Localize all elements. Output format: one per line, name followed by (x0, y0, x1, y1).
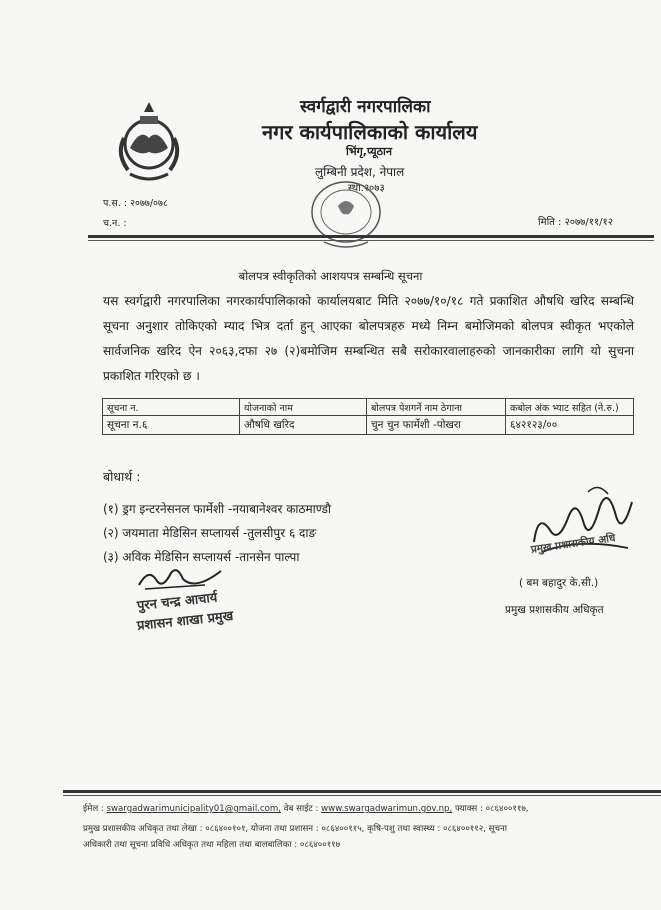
letter-date: मिति : २०७७/११/१२ (538, 217, 613, 228)
province-country: लुम्बिनी प्रदेश, नेपाल (315, 165, 405, 179)
dispatch-number: च.न. : (103, 218, 127, 229)
left-stamp-title: प्रशासन शाखा प्रमुख (136, 608, 235, 634)
footer-phone-line-2: अधिकारी तथा सूचना प्रविधि अधिकृत तथा महिला तथा बालबालिका : ०८६४००११७ (83, 840, 341, 850)
website-label: वेब साईट : (283, 804, 319, 814)
office-location: भिंगृ,प्यूठान (346, 145, 392, 158)
municipality-name: स्वर्गद्वारी नगरपालिका (300, 97, 431, 117)
email-label: ईमेल : (83, 804, 104, 814)
column-header: सूचना न. (103, 399, 240, 416)
copy-to-heading: बोधार्थ : (103, 469, 141, 484)
email-link[interactable]: swargadwarimunicipality01@gmail.com, (106, 804, 282, 814)
table-cell: चुन चुन फार्मेशी -पोखरा (367, 416, 506, 435)
copy-to-item: (३) अविक मेडिसिन सप्लायर्स -तानसेन पाल्पा (103, 550, 300, 564)
notice-subject: बोलपत्र स्वीकृतिको आशयपत्र सम्बन्धि सूचना (238, 269, 423, 283)
copy-to-item: (१) ड्रग इन्टरनेसनल फार्मेशी -नयाबानेश्वर काठमाण्डौ (103, 502, 332, 516)
left-stamp-name: पुरन चन्द्र आचार्य (136, 590, 219, 614)
right-signatory-title: प्रमुख प्रशासकीय अधिकृत (505, 604, 604, 616)
right-stamp-text: प्रमुख प्रशासकीय अधि (530, 532, 617, 556)
table-cell: सूचना न.६ (103, 416, 240, 435)
footer-phone-line: प्रमुख प्रशासकीय अधिकृत तथा लेखा : ०८६४००१०१, योजना तथा प्रशासन : ०८६४००११५, कृषि-पशु तथा स्वास्थ्य : ०८६४००११२, सूचना (83, 824, 507, 834)
nepal-emblem-icon (110, 98, 188, 186)
table-row (103, 416, 634, 435)
bid-table (102, 398, 634, 435)
copy-to-item: (२) जयमाता मेडिसिन सप्लायर्स -तुलसीपुर ६ दाङ (103, 526, 317, 540)
table-cell: औषधि खरिद (240, 416, 367, 435)
reference-number: प.स. : २०७७/०७८ (103, 198, 168, 209)
established-year: स्था.२०७३ (348, 183, 385, 194)
notice-body: यस स्वर्गद्वारी नगरपालिका नगरकार्यपालिकाको कार्यालयबाट मिति २०७७/१०/१८ गते प्रकाशित औषधि खरिद सम्बन्धि सूचना अनुशार तोकिएको म्याद भित्र दर्ता हुन् आएका बोलपत्रहरु मध्ये निम्न बमोजिमको बोलपत्र स्वीकृत भएकोले सार्वजनिक खरिद ऐन २०६३,दफा २७ (२)बमोजिम सम्बन्धित सबै सरोकारवालाहरुको जानकारीका लागि यो सुचना प्रकाशित गरिएको छ । (103, 294, 634, 383)
column-header: कबोल अंक भ्याट सहित (ने.रु.) (506, 399, 634, 416)
header-divider (88, 235, 654, 241)
table-cell: ६४२१२३/०० (506, 416, 634, 435)
right-signatory-name: ( बम बहादुर के.सी.) (519, 577, 599, 589)
office-seal-icon (296, 176, 396, 254)
office-name: नगर कार्यपालिकाको कार्यालय (262, 120, 478, 144)
footer-divider (63, 790, 661, 796)
website-link[interactable]: www.swargadwarimun.gov.np, (321, 804, 453, 814)
column-header: बोलपत्र पेशगर्ने नाम ठेगाना (367, 399, 506, 416)
footer-contact-line (83, 802, 655, 814)
fax-number: फ्याक्स : ०८६४००११७, (454, 804, 529, 814)
table-header-row (103, 399, 634, 416)
column-header: योजनाको नाम (240, 399, 367, 416)
